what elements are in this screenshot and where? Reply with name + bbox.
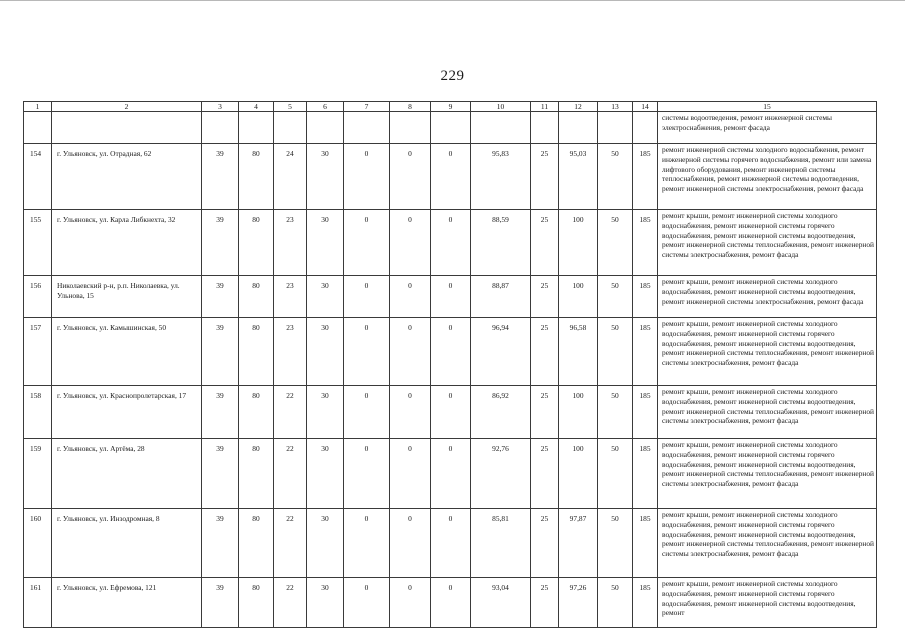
- value-cell: 0: [390, 210, 431, 276]
- row-number: 158: [24, 386, 52, 439]
- value-cell: 22: [274, 509, 307, 578]
- value-cell: 100: [559, 386, 598, 439]
- value-cell: 97,87: [559, 509, 598, 578]
- value-cell: 0: [344, 509, 390, 578]
- value-cell: 23: [274, 210, 307, 276]
- value-cell: 88,59: [471, 210, 531, 276]
- table-cell: [24, 112, 52, 144]
- row-number: 154: [24, 144, 52, 210]
- value-cell: 0: [344, 386, 390, 439]
- table-cell: [431, 112, 471, 144]
- value-cell: 0: [344, 318, 390, 386]
- value-cell: 30: [307, 318, 344, 386]
- table-cell: [307, 112, 344, 144]
- work-list-cell: ремонт крыши, ремонт инженерной системы холодного водоснабжения, ремонт инженерной системы горячего водоснабжения, ремонт инженерной системы водоотведения, ремонт инженерной системы теплоснабжения, ремонт инженерной системы электроснабжения, ремонт фасада: [658, 509, 877, 578]
- value-cell: 25: [531, 276, 559, 318]
- value-cell: 80: [239, 439, 274, 509]
- value-cell: 100: [559, 439, 598, 509]
- table-cell: [598, 112, 633, 144]
- column-header: 9: [431, 102, 471, 112]
- column-header: 11: [531, 102, 559, 112]
- value-cell: 100: [559, 276, 598, 318]
- value-cell: 0: [344, 578, 390, 628]
- row-number: 157: [24, 318, 52, 386]
- row-number: 160: [24, 509, 52, 578]
- table-cell: [274, 112, 307, 144]
- column-header: 3: [202, 102, 239, 112]
- value-cell: 185: [633, 439, 658, 509]
- repair-table: [23, 101, 877, 628]
- value-cell: 95,03: [559, 144, 598, 210]
- value-cell: 39: [202, 509, 239, 578]
- value-cell: 25: [531, 439, 559, 509]
- value-cell: 30: [307, 439, 344, 509]
- value-cell: 185: [633, 509, 658, 578]
- column-header: 8: [390, 102, 431, 112]
- value-cell: 39: [202, 144, 239, 210]
- value-cell: 30: [307, 386, 344, 439]
- table-cell: [390, 112, 431, 144]
- row-number: 161: [24, 578, 52, 628]
- address-cell: г. Ульяновск, ул. Краснопролетарская, 17: [52, 386, 202, 439]
- value-cell: 50: [598, 144, 633, 210]
- row-number: 156: [24, 276, 52, 318]
- value-cell: 30: [307, 144, 344, 210]
- value-cell: 0: [431, 318, 471, 386]
- table-cell: [239, 112, 274, 144]
- column-header: 15: [658, 102, 877, 112]
- work-list-cell: ремонт крыши, ремонт инженерной системы холодного водоснабжения, ремонт инженерной системы горячего водоснабжения, ремонт инженерной системы водоотведения, ремонт инженерной системы теплоснабжения, ремонт инженерной системы электроснабжения, ремонт фасада: [658, 210, 877, 276]
- value-cell: 30: [307, 210, 344, 276]
- column-header: 6: [307, 102, 344, 112]
- page-number: 229: [440, 68, 465, 84]
- value-cell: 80: [239, 276, 274, 318]
- value-cell: 0: [344, 439, 390, 509]
- table-row: [24, 210, 877, 276]
- value-cell: 22: [274, 578, 307, 628]
- value-cell: 30: [307, 509, 344, 578]
- value-cell: 39: [202, 439, 239, 509]
- work-list-cell: системы водоотведения, ремонт инженерной системы электроснабжения, ремонт фасада: [658, 112, 877, 144]
- value-cell: 0: [344, 210, 390, 276]
- value-cell: 25: [531, 144, 559, 210]
- table-row: [24, 386, 877, 439]
- value-cell: 24: [274, 144, 307, 210]
- value-cell: 0: [431, 386, 471, 439]
- address-cell: г. Ульяновск, ул. Камышинская, 50: [52, 318, 202, 386]
- value-cell: 50: [598, 276, 633, 318]
- value-cell: 0: [390, 386, 431, 439]
- value-cell: 185: [633, 210, 658, 276]
- value-cell: 0: [390, 439, 431, 509]
- table-row: [24, 439, 877, 509]
- table-cell: [344, 112, 390, 144]
- table-cell: [471, 112, 531, 144]
- address-cell: Николаевский р-н, р.п. Николаевка, ул. Ульнова, 15: [52, 276, 202, 318]
- value-cell: 39: [202, 578, 239, 628]
- value-cell: 25: [531, 386, 559, 439]
- value-cell: 25: [531, 578, 559, 628]
- value-cell: 85,81: [471, 509, 531, 578]
- value-cell: 0: [390, 318, 431, 386]
- column-header: 5: [274, 102, 307, 112]
- table-cell: [52, 112, 202, 144]
- value-cell: 39: [202, 276, 239, 318]
- value-cell: 39: [202, 386, 239, 439]
- column-header: 14: [633, 102, 658, 112]
- work-list-cell: ремонт крыши, ремонт инженерной системы холодного водоснабжения, ремонт инженерной системы горячего водоснабжения, ремонт инженерной системы водоотведения, ремонт инженерной системы теплоснабжения, ремонт инженерной системы электроснабжения, ремонт фасада: [658, 318, 877, 386]
- work-list-cell: ремонт инженерной системы холодного водоснабжения, ремонт инженерной системы горячего водоснабжения, ремонт или замена лифтового оборудования, ремонт инженерной системы теплоснабжения, ремонт инженерной системы водоотведения, ремонт инженерной системы электроснабжения, ремонт фасада: [658, 144, 877, 210]
- value-cell: 50: [598, 386, 633, 439]
- value-cell: 80: [239, 210, 274, 276]
- value-cell: 185: [633, 386, 658, 439]
- value-cell: 80: [239, 578, 274, 628]
- value-cell: 185: [633, 144, 658, 210]
- value-cell: 0: [431, 276, 471, 318]
- row-number: 159: [24, 439, 52, 509]
- value-cell: 39: [202, 210, 239, 276]
- column-header: 13: [598, 102, 633, 112]
- table-row: [24, 144, 877, 210]
- work-list-cell: ремонт крыши, ремонт инженерной системы холодного водоснабжения, ремонт инженерной системы горячего водоснабжения, ремонт инженерной системы водоотведения, ремонт: [658, 578, 877, 628]
- column-header: 12: [559, 102, 598, 112]
- table-cell: [531, 112, 559, 144]
- value-cell: 39: [202, 318, 239, 386]
- value-cell: 0: [390, 509, 431, 578]
- value-cell: 0: [344, 144, 390, 210]
- value-cell: 185: [633, 318, 658, 386]
- value-cell: 0: [431, 578, 471, 628]
- value-cell: 0: [344, 276, 390, 318]
- value-cell: 25: [531, 210, 559, 276]
- value-cell: 97,26: [559, 578, 598, 628]
- value-cell: 50: [598, 318, 633, 386]
- value-cell: 23: [274, 318, 307, 386]
- value-cell: 0: [390, 144, 431, 210]
- table-row: [24, 578, 877, 628]
- column-header: 10: [471, 102, 531, 112]
- address-cell: г. Ульяновск, ул. Отрадная, 62: [52, 144, 202, 210]
- work-list-cell: ремонт крыши, ремонт инженерной системы холодного водоснабжения, ремонт инженерной системы водоотведения, ремонт инженерной системы электроснабжения, ремонт фасада: [658, 276, 877, 318]
- column-header: 4: [239, 102, 274, 112]
- table-cell: [633, 112, 658, 144]
- value-cell: 185: [633, 578, 658, 628]
- column-header: 1: [24, 102, 52, 112]
- value-cell: 0: [390, 276, 431, 318]
- value-cell: 93,04: [471, 578, 531, 628]
- table-row: [24, 318, 877, 386]
- value-cell: 25: [531, 318, 559, 386]
- table-cell: [559, 112, 598, 144]
- value-cell: 30: [307, 578, 344, 628]
- value-cell: 80: [239, 318, 274, 386]
- value-cell: 86,92: [471, 386, 531, 439]
- value-cell: 23: [274, 276, 307, 318]
- address-cell: г. Ульяновск, ул. Артёма, 28: [52, 439, 202, 509]
- header-row: [24, 102, 877, 112]
- address-cell: г. Ульяновск, ул. Инзодромная, 8: [52, 509, 202, 578]
- value-cell: 95,83: [471, 144, 531, 210]
- row-number: 155: [24, 210, 52, 276]
- value-cell: 0: [431, 144, 471, 210]
- value-cell: 30: [307, 276, 344, 318]
- value-cell: 96,94: [471, 318, 531, 386]
- column-header: 7: [344, 102, 390, 112]
- value-cell: 22: [274, 386, 307, 439]
- value-cell: 0: [431, 439, 471, 509]
- value-cell: 50: [598, 210, 633, 276]
- value-cell: 0: [390, 578, 431, 628]
- scan-mark: [0, 0, 905, 1]
- work-list-cell: ремонт крыши, ремонт инженерной системы холодного водоснабжения, ремонт инженерной системы горячего водоснабжения, ремонт инженерной системы водоотведения, ремонт инженерной системы теплоснабжения, ремонт инженерной системы электроснабжения, ремонт фасада: [658, 439, 877, 509]
- value-cell: 92,76: [471, 439, 531, 509]
- value-cell: 50: [598, 509, 633, 578]
- value-cell: 80: [239, 386, 274, 439]
- table-row: [24, 276, 877, 318]
- table-row: [24, 509, 877, 578]
- continuation-row: [24, 112, 877, 144]
- address-cell: г. Ульяновск, ул. Ефремова, 121: [52, 578, 202, 628]
- column-header: 2: [52, 102, 202, 112]
- value-cell: 88,87: [471, 276, 531, 318]
- value-cell: 80: [239, 509, 274, 578]
- table-cell: [202, 112, 239, 144]
- value-cell: 25: [531, 509, 559, 578]
- value-cell: 96,58: [559, 318, 598, 386]
- value-cell: 185: [633, 276, 658, 318]
- value-cell: 80: [239, 144, 274, 210]
- address-cell: г. Ульяновск, ул. Карла Либкнехта, 32: [52, 210, 202, 276]
- value-cell: 0: [431, 210, 471, 276]
- value-cell: 50: [598, 578, 633, 628]
- work-list-cell: ремонт крыши, ремонт инженерной системы холодного водоснабжения, ремонт инженерной системы водоотведения, ремонт инженерной системы теплоснабжения, ремонт инженерной системы электроснабжения, ремонт фасада: [658, 386, 877, 439]
- value-cell: 0: [431, 509, 471, 578]
- value-cell: 22: [274, 439, 307, 509]
- value-cell: 50: [598, 439, 633, 509]
- value-cell: 100: [559, 210, 598, 276]
